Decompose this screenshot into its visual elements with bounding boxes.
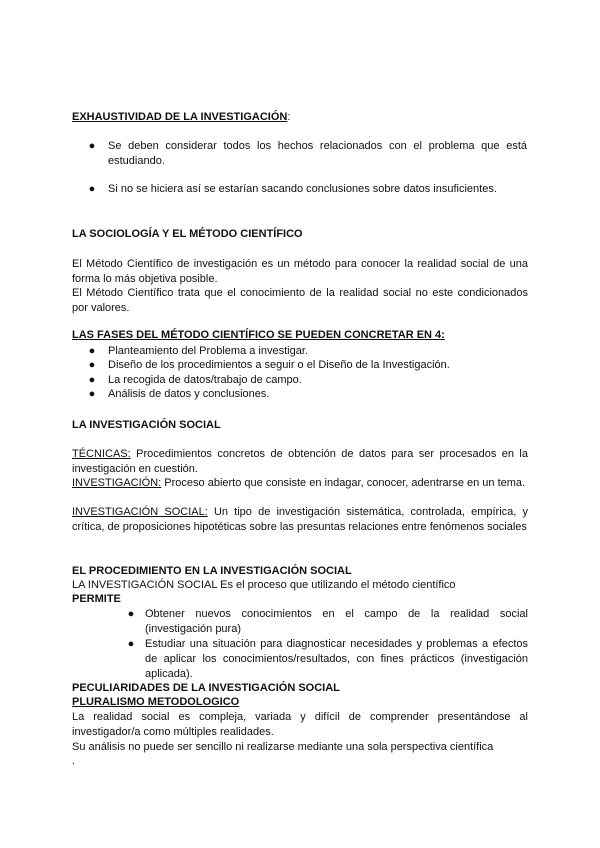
def-tecnicas-text: Procedimientos concretos de obtención de datos para ser procesados en la investigación en cuestión. <box>72 448 528 475</box>
s3-bullet-2: Diseño de los procedimientos a seguir o el Diseño de la Investigación. <box>108 359 450 371</box>
s6-paragraph-2: Su análisis no puede ser sencillo ni realizarse mediante una sola perspectiva científica <box>72 741 494 753</box>
heading-fases: LAS FASES DEL MÉTODO CIENTÍFICO SE PUEDEN CONCRETAR EN 4: <box>72 329 445 341</box>
bullet-icon: ● <box>88 388 96 400</box>
heading-peculiaridades: PECULIARIDADES DE LA INVESTIGACIÓN SOCIAL <box>72 682 340 694</box>
bullet-icon: ● <box>127 608 135 620</box>
heading-exhaustividad-colon: : <box>287 111 291 123</box>
heading-sociologia: LA SOCIOLOGÍA Y EL MÉTODO CIENTÍFICO <box>72 228 303 240</box>
s6-trailing-dot: . <box>72 755 76 767</box>
s3-bullet-3: La recogida de datos/trabajo de campo. <box>108 374 302 386</box>
def-investigacion-term: INVESTIGACIÓN: <box>72 477 162 489</box>
bullet-icon: ● <box>88 374 96 386</box>
heading-exhaustividad <box>72 110 290 125</box>
def-investigacion-social <box>72 505 528 535</box>
bullet-icon: ● <box>88 359 96 371</box>
s5-permite: PERMITE <box>72 593 121 605</box>
def-investigacion-social-term: INVESTIGACIÓN SOCIAL: <box>72 506 208 518</box>
s5-bullet-1: Obtener nuevos conocimientos en el campo de la realidad social (investigación pura) <box>145 608 528 635</box>
s1-bullet-1: Se deben considerar todos los hechos relacionados con el problema que está estudiando. <box>108 140 527 167</box>
s6-paragraph-1: La realidad social es compleja, variada y difícil de comprender presentándose al investigador/a como múltiples realidades. <box>72 711 528 738</box>
s1-bullet-2: Si no se hiciera así se estarían sacando conclusiones sobre datos insuficientes. <box>108 183 497 195</box>
s2-paragraph-1: El Método Científico de investigación es un método para conocer la realidad social de una forma lo más objetiva posible. <box>72 258 528 285</box>
bullet-icon: ● <box>127 638 135 650</box>
s5-bullet-2: Estudiar una situación para diagnosticar necesidades y problemas a efectos de aplicar los conocimientos/resultados, con fines prácticos (investigación aplicada). <box>145 638 528 680</box>
heading-pluralismo: PLURALISMO METODOLOGICO <box>72 696 240 708</box>
heading-investigacion-social: LA INVESTIGACIÓN SOCIAL <box>72 419 221 431</box>
s5-intro: LA INVESTIGACIÓN SOCIAL Es el proceso que utilizando el método científico <box>72 579 456 591</box>
heading-exhaustividad-text: EXHAUSTIVIDAD DE LA INVESTIGACIÓN <box>72 111 288 123</box>
def-investigacion-social-text: Un tipo de investigación sistemática, controlada, empírica, y crítica, de proposiciones hipotéticas sobre las presuntas relaciones entre fenómenos sociales <box>72 506 529 533</box>
s3-bullet-1: Planteamiento del Problema a investigar. <box>108 345 308 357</box>
def-investigacion <box>72 476 528 491</box>
bullet-icon: ● <box>88 140 96 152</box>
def-tecnicas <box>72 447 528 477</box>
def-tecnicas-term: TÉCNICAS: <box>72 448 131 460</box>
heading-procedimiento: EL PROCEDIMIENTO EN LA INVESTIGACIÓN SOCIAL <box>72 565 352 577</box>
bullet-icon: ● <box>88 183 96 195</box>
bullet-icon: ● <box>88 345 96 357</box>
s2-paragraph-2: El Método Científico trata que el conocimiento de la realidad social no este condicionados por valores. <box>72 287 528 314</box>
def-investigacion-text: Proceso abierto que consiste en indagar, conocer, adentrarse en un tema. <box>161 477 526 489</box>
s3-bullet-4: Análisis de datos y conclusiones. <box>108 388 270 400</box>
